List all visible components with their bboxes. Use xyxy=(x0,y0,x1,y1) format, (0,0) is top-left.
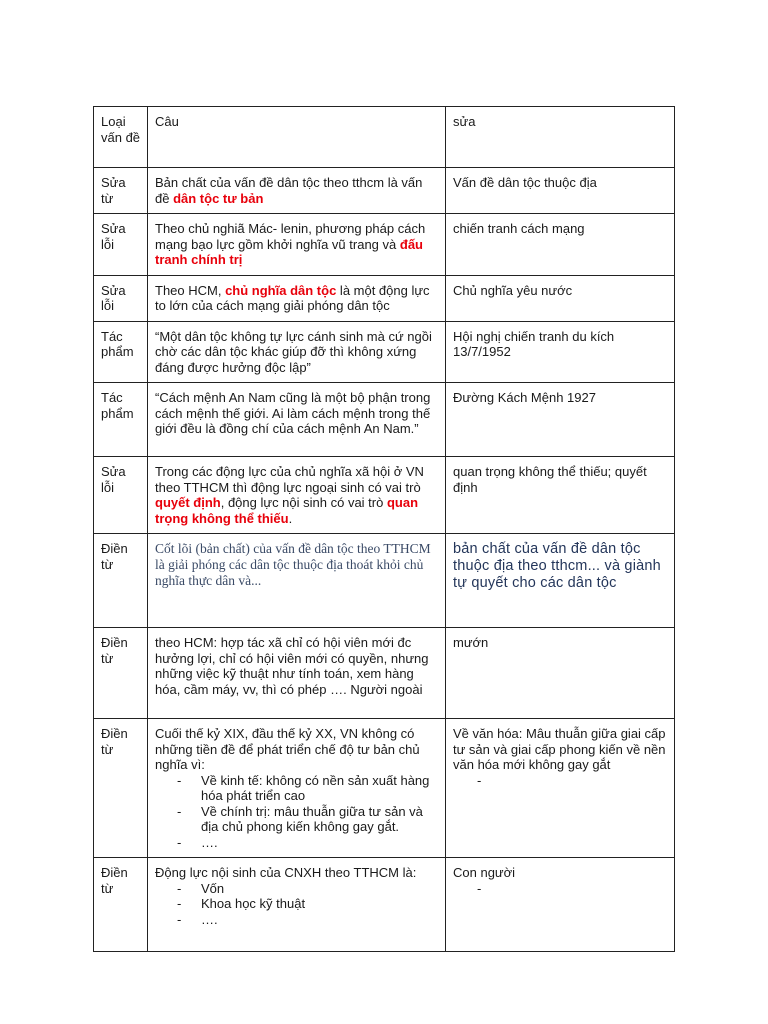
row-type: Sửa lỗi xyxy=(94,457,148,534)
row-fix: quan trọng không thể thiếu; quyết định xyxy=(446,457,675,534)
table-row xyxy=(94,628,675,719)
highlight-text: chủ nghĩa dân tộc xyxy=(225,282,337,298)
sentence-text: Trong các động lực của chủ nghĩa xã hội ở VN theo TTHCM thì động lực ngoại sinh có vai trò xyxy=(155,464,424,495)
table-row xyxy=(94,383,675,457)
fix-text: Về văn hóa: Mâu thuẫn giữa giai cấp tư sản và giai cấp phong kiến về nền văn hóa mới không gay gắt xyxy=(453,726,666,772)
header-fix: sửa xyxy=(446,107,675,168)
row-fix: Hội nghị chiến tranh du kích 13/7/1952 xyxy=(446,321,675,383)
fix-dash: - xyxy=(477,880,482,896)
table-row xyxy=(94,321,675,383)
row-type: Điền từ xyxy=(94,858,148,952)
row-type: Điền từ xyxy=(94,628,148,719)
sentence-text: Động lực nội sinh của CNXH theo TTHCM là: xyxy=(155,865,417,880)
fix-text: Con người xyxy=(453,865,516,880)
row-fix: Vấn đề dân tộc thuộc địa xyxy=(446,168,675,214)
row-type: Tác phẩm xyxy=(94,383,148,457)
table-row xyxy=(94,534,675,628)
row-sentence xyxy=(148,275,446,321)
qa-table xyxy=(93,106,675,952)
list-item: - Về kinh tế: không có nền sản xuất hàng hóa phát triển cao xyxy=(177,773,439,804)
row-sentence: “Một dân tộc không tự lực cánh sinh mà cứ ngồi chờ các dân tộc khác giúp đỡ thì không xứng đáng được hưởng độc lập” xyxy=(148,321,446,383)
row-sentence xyxy=(148,858,446,952)
dash-list xyxy=(155,773,439,851)
table-row xyxy=(94,214,675,276)
highlight-text: quan trọng không thể thiếu xyxy=(155,495,419,526)
sentence-text: , động lực nội sinh có vai trò xyxy=(220,495,387,510)
row-sentence xyxy=(148,719,446,858)
table-row xyxy=(94,457,675,534)
sentence-text: là một động lực to lớn của cách mạng giải phóng dân tộc xyxy=(155,282,430,313)
header-type: Loại vấn đề xyxy=(94,107,148,168)
table-row xyxy=(94,168,675,214)
highlight-text: dân tộc tư bản xyxy=(173,190,264,206)
table-row xyxy=(94,275,675,321)
row-sentence: “Cách mệnh An Nam cũng là một bộ phận trong cách mệnh thế giới. Ai làm cách mệnh trong thế giới đều là đồng chí của cách mệnh An Nam.” xyxy=(148,383,446,457)
row-fix: Đường Kách Mệnh 1927 xyxy=(446,383,675,457)
list-item: - Về chính trị: mâu thuẫn giữa tư sản và địa chủ phong kiến không gay gắt. xyxy=(177,804,439,835)
list-item: - Vốn xyxy=(177,881,439,897)
row-sentence: theo HCM: hợp tác xã chỉ có hội viên mới đc hưởng lợi, chỉ có hội viên mới có quyền, nhưng những việc kỹ thuật như tính toán, xem hàng hóa, cầm máy, vv, thì có phép …. Người ngoài xyxy=(148,628,446,719)
header-sentence: Câu xyxy=(148,107,446,168)
row-sentence: Cốt lõi (bản chất) của vấn đề dân tộc theo TTHCM là giải phóng các dân tộc thuộc địa thoát khỏi chủ nghĩa thực dân và... xyxy=(148,534,446,628)
row-sentence xyxy=(148,168,446,214)
row-fix: mướn xyxy=(446,628,675,719)
row-type: Sửa từ xyxy=(94,168,148,214)
table-row xyxy=(94,719,675,858)
row-type: Sửa lỗi xyxy=(94,214,148,276)
sentence-text: Bản chất của vấn đề dân tộc theo tthcm là vấn đề xyxy=(155,175,423,206)
highlight-text: đấu tranh chính trị xyxy=(155,236,423,267)
sentence-text: Cuối thế kỷ XIX, đầu thế kỷ XX, VN không có những tiền đề để phát triển chế độ tư bản chủ nghĩa vì: xyxy=(155,726,420,772)
row-sentence xyxy=(148,214,446,276)
row-type: Điền từ xyxy=(94,534,148,628)
sentence-text: Theo chủ nghiã Mác- lenin, phương pháp cách mạng bạo lực gồm khởi nghĩa vũ trang và xyxy=(155,221,426,252)
list-item: - …. xyxy=(177,912,439,928)
table-header-row xyxy=(94,107,675,168)
dash-list xyxy=(155,881,439,928)
row-fix xyxy=(446,858,675,952)
row-fix: Chủ nghĩa yêu nước xyxy=(446,275,675,321)
row-fix: chiến tranh cách mạng xyxy=(446,214,675,276)
row-type: Điền từ xyxy=(94,719,148,858)
list-item: - …. xyxy=(177,835,439,851)
row-fix xyxy=(446,719,675,858)
sentence-text: Theo HCM, xyxy=(155,282,226,298)
row-type: Sửa lỗi xyxy=(94,275,148,321)
highlight-text: quyết định xyxy=(155,495,221,510)
list-item: - Khoa học kỹ thuật xyxy=(177,896,439,912)
fix-dash: - xyxy=(477,772,482,788)
row-fix: bản chất của vấn đề dân tộc thuộc địa theo tthcm... và giành tự quyết cho các dân tộc xyxy=(446,534,675,628)
sentence-text: . xyxy=(288,510,293,526)
row-sentence xyxy=(148,457,446,534)
table-row xyxy=(94,858,675,952)
row-type: Tác phẩm xyxy=(94,321,148,383)
